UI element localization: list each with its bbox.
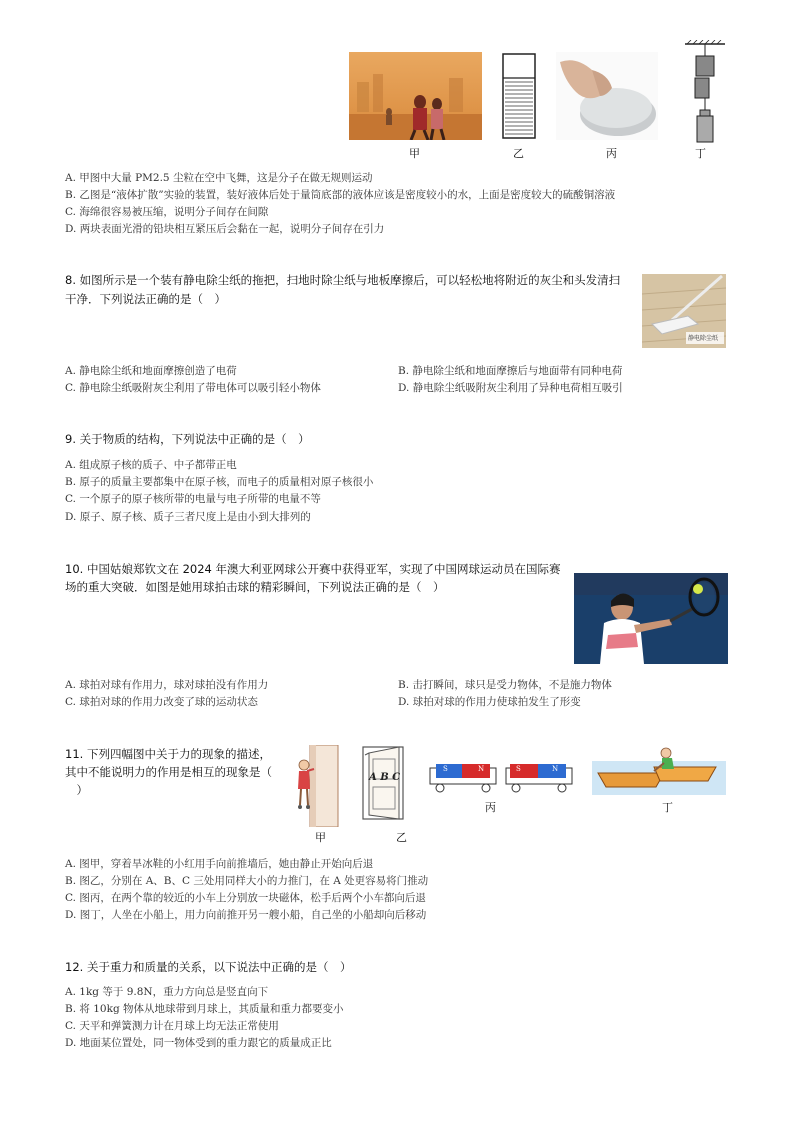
boats-icon xyxy=(592,745,726,795)
magnet-label-1: S xyxy=(443,765,448,773)
q12-stem: 12. 关于重力和质量的关系，以下说法中正确的是（ ） xyxy=(65,960,352,974)
q10-tennis-image xyxy=(574,573,728,664)
q12-option-d: D. 地面某位置处，同一物体受到的重力跟它的质量成正比 xyxy=(65,1037,332,1049)
q10-option-a: A. 球拍对球有作用力，球对球拍没有作用力 xyxy=(65,679,269,691)
q12-option-b: B. 将 10kg 物体从地球带到月球上，其质量和重力都要变小 xyxy=(65,1003,344,1015)
magnet-label-2: N xyxy=(478,765,485,773)
q7-caption-jia: 甲 xyxy=(409,147,420,160)
q7-option-a: A. 甲图中大量 PM2.5 尘粒在空中飞舞，这是分子在做无规则运动 xyxy=(65,172,373,184)
q9-stem: 9. 关于物质的结构，下列说法中正确的是（ ） xyxy=(65,432,310,446)
q11-option-a: A. 图甲，穿着旱冰鞋的小红用手向前推墙后，她由静止开始向后退 xyxy=(65,858,374,870)
tennis-player-photo xyxy=(574,573,728,664)
q10-stem-line1: 10. 中国姑娘郑钦文在 2024 年澳大利亚网球公开赛中获得亚军，实现了中国网球运动员在国际赛 xyxy=(65,562,561,576)
q11-caption-yi: 乙 xyxy=(396,831,407,844)
q11-option-c: C. 图丙，在两个靠的较近的小车上分别放一块磁体，松手后两个小车都向后退 xyxy=(65,892,426,904)
door-icon xyxy=(361,745,407,823)
q9-option-b: B. 原子的质量主要都集中在原子核，而电子的质量相对原子核很小 xyxy=(65,476,374,488)
q11-stem-line3: ） xyxy=(65,783,88,797)
q8-mop-image xyxy=(642,274,726,348)
q11-stem-line1: 11. 下列四幅图中关于力的现象的描述， xyxy=(65,747,271,761)
q7-figure-jia xyxy=(349,52,482,140)
q11-caption-ding: 丁 xyxy=(662,801,673,814)
q8-stem-line2: 干净．下列说法正确的是（ ） xyxy=(65,292,226,306)
q8-option-a: A. 静电除尘纸和地面摩擦创造了电荷 xyxy=(65,365,237,377)
lead-blocks-icon xyxy=(683,40,727,144)
q7-caption-ding: 丁 xyxy=(695,147,706,160)
q7-option-d: D. 两块表面光滑的铅块相互紧压后会黏在一起，说明分子间存在引力 xyxy=(65,223,385,235)
q9-option-c: C. 一个原子的原子核所带的电量与电子所带的电量不等 xyxy=(65,493,321,505)
magnet-label-4: N xyxy=(552,765,559,773)
q12-option-c: C. 天平和弹簧测力计在月球上均无法正常使用 xyxy=(65,1020,279,1032)
q11-caption-jia: 甲 xyxy=(315,831,326,844)
q7-caption-bing: 丙 xyxy=(606,147,617,160)
q11-option-b: B. 图乙，分别在 A、B、C 三处用同样大小的力推门，在 A 处更容易将门推动 xyxy=(65,875,429,887)
q10-option-b: B. 击打瞬间，球只是受力物体，不是施力物体 xyxy=(398,679,612,691)
q7-caption-yi: 乙 xyxy=(513,147,524,160)
q11-option-d: D. 图丁，人坐在小船上，用力向前推开另一艘小船，自己坐的小船却向后移动 xyxy=(65,909,427,921)
girl-pushing-wall-icon xyxy=(296,745,340,827)
q7-figure-ding xyxy=(683,40,727,144)
smog-photo xyxy=(349,52,482,140)
q7-figure-bing xyxy=(556,52,658,140)
q11-figure-ding xyxy=(592,745,726,795)
q10-option-c: C. 球拍对球的作用力改变了球的运动状态 xyxy=(65,696,258,708)
q9-option-a: A. 组成原子核的质子、中子都带正电 xyxy=(65,459,237,471)
q11-door-letters: A B C xyxy=(369,772,401,783)
sponge-photo xyxy=(556,52,658,140)
q11-figure-bing xyxy=(428,762,574,794)
q10-option-d: D. 球拍对球的作用力使球拍发生了形变 xyxy=(398,696,581,708)
q11-caption-bing: 丙 xyxy=(485,801,496,814)
q11-figure-jia xyxy=(296,745,340,827)
q7-option-c: C. 海绵很容易被压缩，说明分子间存在间隙 xyxy=(65,206,269,218)
q12-option-a: A. 1kg 等于 9.8N，重力方向总是竖直向下 xyxy=(65,986,269,998)
q9-option-d: D. 原子、原子核、质子三者尺度上是由小到大排列的 xyxy=(65,511,311,523)
q8-stem-line1: 8. 如图所示是一个装有静电除尘纸的拖把，扫地时除尘纸与地板摩擦后，可以轻松地将附近的灰尘和头发清扫 xyxy=(65,273,621,287)
q8-option-b: B. 静电除尘纸和地面摩擦后与地面带有同种电荷 xyxy=(398,365,623,377)
q7-figure-yi xyxy=(501,52,537,142)
q10-stem-line2: 场的重大突破．如图是她用球拍击球的精彩瞬间，下列说法正确的是（ ） xyxy=(65,580,445,594)
graduated-cylinder-icon xyxy=(501,52,537,142)
q11-stem-line2: 其中不能说明力的作用是相互的现象是（ xyxy=(65,765,272,779)
q7-option-b: B. 乙图是“液体扩散”实验的装置，装好液体后处于量筒底部的液体应该是密度较小的水，上面是密度较大的硫酸铜溶液 xyxy=(65,189,616,201)
q11-figure-yi xyxy=(361,745,407,823)
q8-image-label: 静电除尘纸 xyxy=(688,335,719,342)
q8-option-c: C. 静电除尘纸吸附灰尘利用了带电体可以吸引轻小物体 xyxy=(65,382,321,394)
q8-option-d: D. 静电除尘纸吸附灰尘利用了异种电荷相互吸引 xyxy=(398,382,623,394)
magnet-label-3: S xyxy=(516,765,521,773)
